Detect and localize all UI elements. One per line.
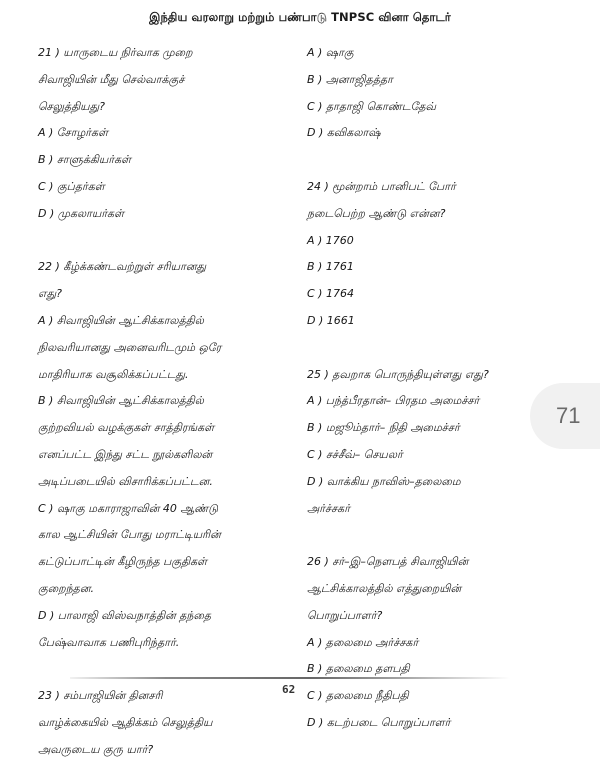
spacer [307, 522, 537, 549]
question-26-line-1: 26 ) சர்–இ–நௌபத் சிவாஜியின் [307, 555, 469, 569]
question-26-option-c: C ) தலைமை நீதிபதி [307, 689, 409, 703]
question-24-line-2: நடைபெற்ற ஆண்டு என்ன? [307, 206, 446, 220]
question-22-line-2: எது? [38, 287, 62, 301]
question-22-line-1: 22 ) கீழ்க்கண்டவற்றுள் சரியானது [38, 260, 207, 274]
page-number: 62 [282, 683, 296, 696]
question-22-option-d-line-2: பேஷ்வாவாக பணிபுரிந்தார். [38, 635, 180, 649]
footer-divider-fade [310, 677, 510, 679]
question-22-option-a-line-1: A ) சிவாஜியின் ஆட்சிக்காலத்தில் [38, 313, 204, 327]
question-24-option-b: B ) 1761 [307, 260, 354, 274]
question-23-line-1: 23 ) சம்பாஜியின் தினசரி [38, 689, 163, 703]
question-22-option-b-line-1: B ) சிவாஜியின் ஆட்சிக்காலத்தில் [38, 394, 204, 408]
question-22-option-c-line-2: கால ஆட்சியின் போது மராட்டியரின் [38, 528, 221, 542]
question-22-option-b-line-4: அடிப்படையில் விசாரிக்கப்பட்டன. [38, 474, 213, 488]
question-24-option-a: A ) 1760 [307, 233, 354, 247]
question-23-option-b: B ) அனாஜிதத்தா [307, 72, 393, 86]
spacer [38, 656, 298, 683]
question-23-line-3: அவருடைய குரு யார்? [38, 742, 154, 756]
spacer [38, 228, 298, 255]
page-header-title: இந்திய வரலாறு மற்றும் பண்பாடு TNPSC வினா தொடர் [149, 10, 451, 24]
question-23-option-c: C ) தாதாஜி கொண்டதேவ் [307, 99, 437, 113]
question-25-option-d-line-1: D ) வாக்கிய நாவிஸ்–தலைமை [307, 474, 461, 488]
question-21-option-d: D ) முகலாயர்கள் [38, 206, 125, 220]
question-25-option-d-line-2: அர்ச்சகர் [307, 501, 350, 515]
question-22-option-b-line-2: குற்றவியல் வழக்குகள் சாத்திரங்கள் [38, 421, 215, 435]
question-25-option-c: C ) சச்சீவ்– செயலர் [307, 447, 403, 461]
question-25-option-b: B ) மஜூம்தார்– நிதி அமைச்சர் [307, 421, 460, 435]
footer-divider [70, 677, 310, 679]
question-21-line-1: 21 ) யாருடைய நிர்வாக முறை [38, 46, 193, 59]
question-25-line-1: 25 ) தவறாக பொருந்தியுள்ளது எது? [307, 367, 489, 381]
question-26-line-3: பொறுப்பாளர்? [307, 608, 383, 622]
spacer [307, 147, 537, 174]
question-25-option-a: A ) பந்த்பீரதான்– பிரதம அமைச்சர் [307, 394, 480, 408]
question-22-option-c-line-1: C ) ஷாகு மகாராஜாவின் 40 ஆண்டு [38, 501, 219, 515]
left-column [38, 40, 298, 764]
question-24-line-1: 24 ) மூன்றாம் பானிபட் போர் [307, 179, 456, 193]
question-23-option-a: A ) ஷாகு [307, 46, 354, 59]
question-26-option-a: A ) தலைமை அர்ச்சகர் [307, 635, 419, 649]
spacer [307, 335, 537, 362]
question-22-option-c-line-4: குறைந்தன. [38, 581, 94, 595]
question-23-option-d: D ) கவிகலாஷ் [307, 126, 381, 140]
question-22-option-b-line-3: எனப்பட்ட இந்து சட்ட நூல்களிலன் [38, 447, 213, 461]
question-21-option-b: B ) சாளுக்கியர்கள் [38, 153, 132, 167]
question-21-line-3: செலுத்தியது? [38, 99, 105, 113]
question-26-option-d: D ) கடற்படை பொறுப்பாளர் [307, 715, 451, 729]
question-21-line-2: சிவாஜியின் மீது செல்வாக்குச் [38, 72, 185, 86]
question-22-option-a-line-2: நிலவரியானது அனைவரிடமும் ஒரே [38, 340, 222, 354]
question-22-option-c-line-3: கட்டுப்பாட்டின் கீழிருந்த பகுதிகள் [38, 555, 208, 569]
question-21-option-a: A ) சோழர்கள் [38, 126, 109, 140]
question-23-line-2: வாழ்க்கையில் ஆதிக்கம் செலுத்திய [38, 715, 213, 729]
question-21-option-c: C ) குப்தர்கள் [38, 179, 105, 193]
page-indicator-badge[interactable]: 71 [530, 383, 600, 449]
question-22-option-a-line-3: மாதிரியாக வசூலிக்கப்பட்டது. [38, 367, 189, 381]
question-26-line-2: ஆட்சிக்காலத்தில் எத்துறையின் [307, 581, 462, 595]
question-26-option-b: B ) தலைமை தளபதி [307, 662, 410, 676]
question-24-option-d: D ) 1661 [307, 313, 355, 327]
question-24-option-c: C ) 1764 [307, 287, 354, 301]
right-column [307, 40, 537, 737]
question-22-option-d-line-1: D ) பாலாஜி விஸ்வநாத்தின் தந்தை [38, 608, 212, 622]
